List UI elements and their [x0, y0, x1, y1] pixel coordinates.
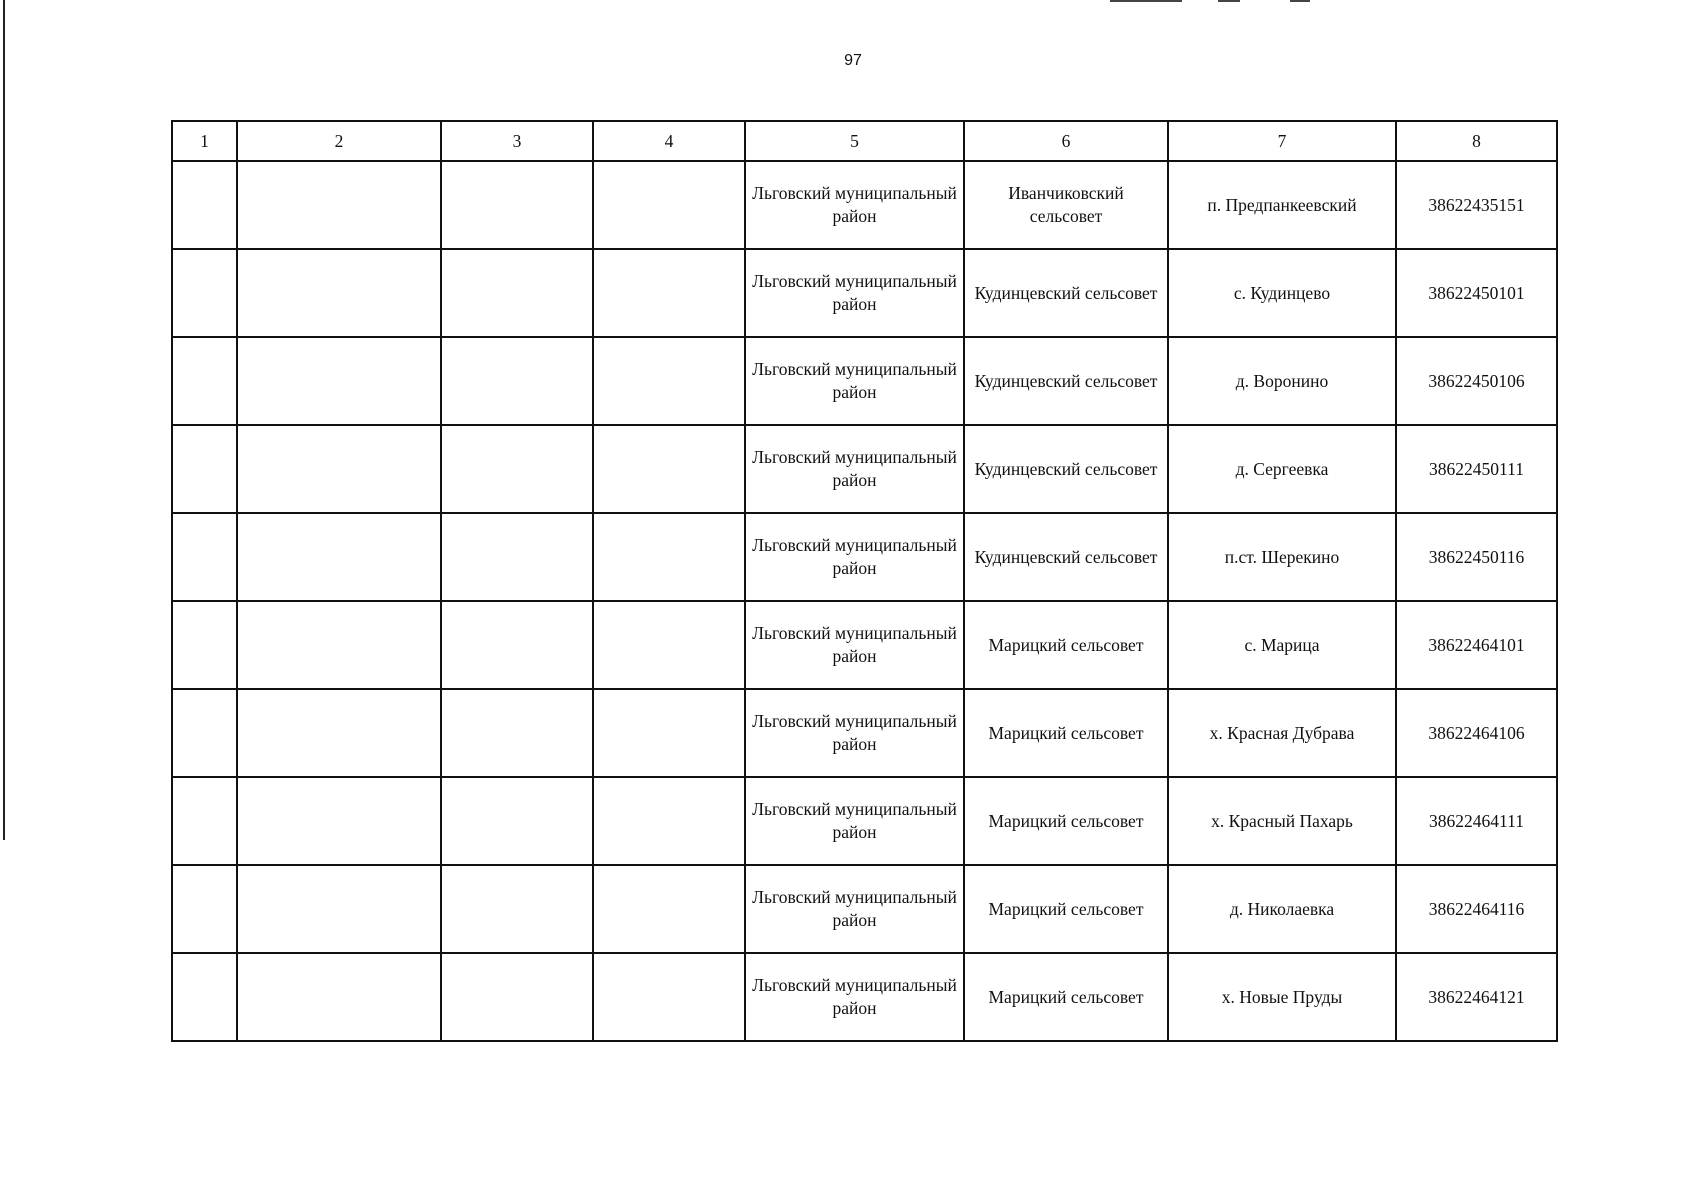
column-header-2: 2	[237, 121, 441, 161]
cell-settlement: с. Кудинцево	[1168, 249, 1396, 337]
cell-district: Льговский муниципальный район	[745, 161, 964, 249]
cell-district: Льговский муниципальный район	[745, 249, 964, 337]
cell-col4	[593, 249, 745, 337]
cell-settlement: д. Николаевка	[1168, 865, 1396, 953]
table-row	[172, 601, 1557, 689]
cell-settlement: х. Красная Дубрава	[1168, 689, 1396, 777]
page-number: 97	[844, 52, 862, 69]
cell-col1	[172, 601, 237, 689]
scan-mark	[1290, 0, 1310, 2]
cell-council: Марицкий сельсовет	[964, 601, 1168, 689]
scan-mark	[1110, 0, 1182, 2]
cell-col4	[593, 337, 745, 425]
cell-col1	[172, 865, 237, 953]
cell-col4	[593, 953, 745, 1041]
cell-district: Льговский муниципальный район	[745, 689, 964, 777]
cell-district: Льговский муниципальный район	[745, 513, 964, 601]
cell-code: 38622464106	[1396, 689, 1557, 777]
cell-council: Марицкий сельсовет	[964, 865, 1168, 953]
cell-code: 38622450101	[1396, 249, 1557, 337]
cell-district: Льговский муниципальный район	[745, 953, 964, 1041]
page-edge-line	[3, 0, 5, 840]
table-row	[172, 777, 1557, 865]
cell-code: 38622450116	[1396, 513, 1557, 601]
cell-col2	[237, 777, 441, 865]
cell-col3	[441, 953, 593, 1041]
cell-settlement: д. Воронино	[1168, 337, 1396, 425]
table-row	[172, 953, 1557, 1041]
cell-col3	[441, 513, 593, 601]
column-header-1: 1	[172, 121, 237, 161]
cell-council: Марицкий сельсовет	[964, 953, 1168, 1041]
cell-col3	[441, 337, 593, 425]
table-row	[172, 161, 1557, 249]
cell-district: Льговский муниципальный район	[745, 777, 964, 865]
cell-col1	[172, 689, 237, 777]
cell-council: Кудинцевский сельсовет	[964, 249, 1168, 337]
cell-council: Кудинцевский сельсовет	[964, 337, 1168, 425]
cell-col2	[237, 953, 441, 1041]
cell-col1	[172, 425, 237, 513]
column-header-4: 4	[593, 121, 745, 161]
column-header-5: 5	[745, 121, 964, 161]
cell-col2	[237, 337, 441, 425]
cell-district: Льговский муниципальный район	[745, 425, 964, 513]
cell-col1	[172, 513, 237, 601]
cell-col1	[172, 953, 237, 1041]
column-header-3: 3	[441, 121, 593, 161]
column-header-6: 6	[964, 121, 1168, 161]
cell-code: 38622464121	[1396, 953, 1557, 1041]
cell-col3	[441, 865, 593, 953]
cell-col1	[172, 777, 237, 865]
cell-settlement: х. Красный Пахарь	[1168, 777, 1396, 865]
cell-col3	[441, 249, 593, 337]
cell-col2	[237, 249, 441, 337]
cell-col4	[593, 601, 745, 689]
cell-col2	[237, 601, 441, 689]
cell-col4	[593, 513, 745, 601]
cell-council: Иванчиковский сельсовет	[964, 161, 1168, 249]
cell-council: Кудинцевский сельсовет	[964, 425, 1168, 513]
cell-col2	[237, 513, 441, 601]
column-header-8: 8	[1396, 121, 1557, 161]
cell-district: Льговский муниципальный район	[745, 865, 964, 953]
cell-code: 38622464116	[1396, 865, 1557, 953]
table-row	[172, 689, 1557, 777]
cell-council: Марицкий сельсовет	[964, 689, 1168, 777]
table-row	[172, 865, 1557, 953]
table-body	[172, 161, 1557, 1041]
cell-council: Кудинцевский сельсовет	[964, 513, 1168, 601]
scan-mark	[1218, 0, 1240, 2]
header-row	[172, 121, 1557, 161]
cell-col4	[593, 161, 745, 249]
cell-settlement: п. Предпанкеевский	[1168, 161, 1396, 249]
table-row	[172, 513, 1557, 601]
cell-code: 38622450106	[1396, 337, 1557, 425]
cell-code: 38622464101	[1396, 601, 1557, 689]
cell-code: 38622435151	[1396, 161, 1557, 249]
cell-col4	[593, 865, 745, 953]
cell-settlement: п.ст. Шерекино	[1168, 513, 1396, 601]
cell-col4	[593, 425, 745, 513]
cell-council: Марицкий сельсовет	[964, 777, 1168, 865]
cell-col3	[441, 777, 593, 865]
cell-col1	[172, 249, 237, 337]
cell-col3	[441, 161, 593, 249]
cell-col3	[441, 689, 593, 777]
cell-settlement: д. Сергеевка	[1168, 425, 1396, 513]
cell-settlement: с. Марица	[1168, 601, 1396, 689]
table-row	[172, 249, 1557, 337]
cell-col1	[172, 161, 237, 249]
cell-col3	[441, 601, 593, 689]
cell-col4	[593, 777, 745, 865]
cell-col2	[237, 161, 441, 249]
cell-col2	[237, 689, 441, 777]
cell-district: Льговский муниципальный район	[745, 337, 964, 425]
column-header-7: 7	[1168, 121, 1396, 161]
settlements-table	[171, 120, 1558, 1042]
cell-col1	[172, 337, 237, 425]
cell-col4	[593, 689, 745, 777]
table-row	[172, 337, 1557, 425]
cell-col2	[237, 425, 441, 513]
cell-col3	[441, 425, 593, 513]
cell-col2	[237, 865, 441, 953]
cell-district: Льговский муниципальный район	[745, 601, 964, 689]
cell-code: 38622464111	[1396, 777, 1557, 865]
cell-settlement: х. Новые Пруды	[1168, 953, 1396, 1041]
table-row	[172, 425, 1557, 513]
cell-code: 38622450111	[1396, 425, 1557, 513]
